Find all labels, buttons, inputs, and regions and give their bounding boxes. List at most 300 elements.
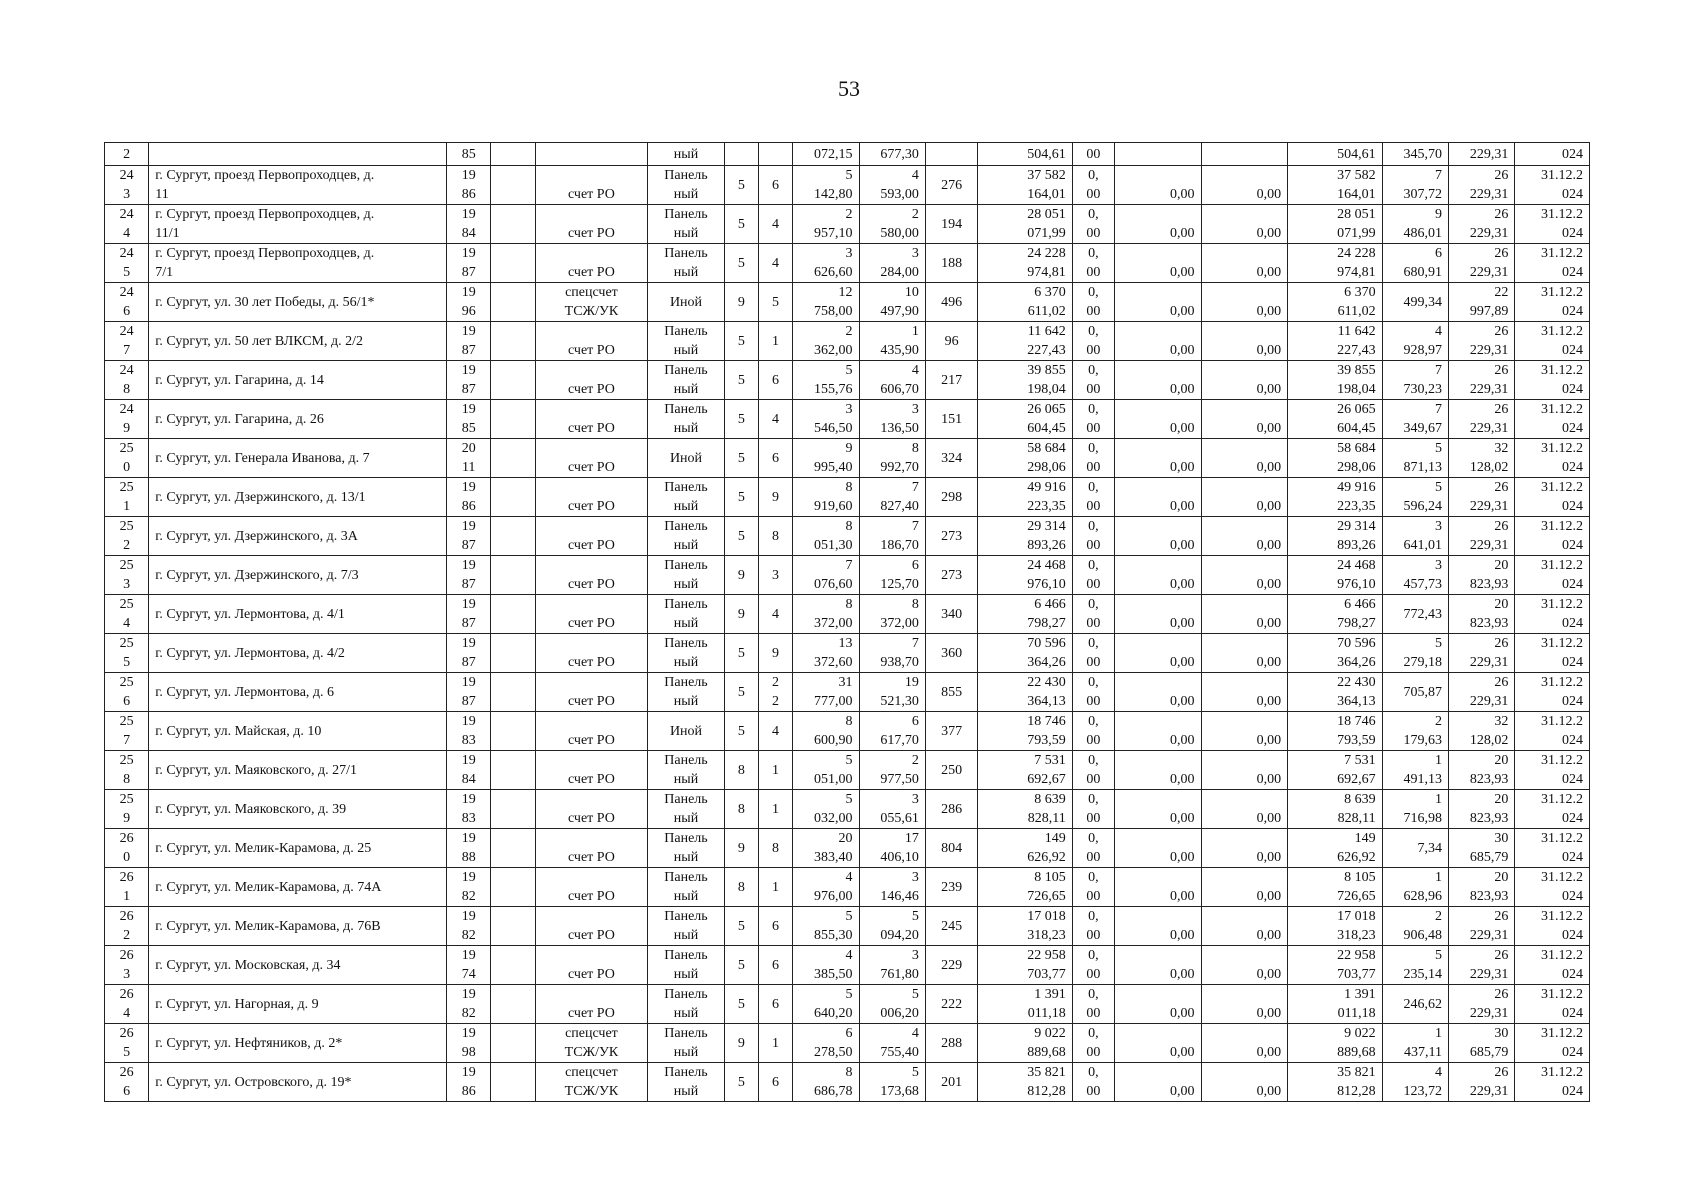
cell-fund-share: 0, 00: [1072, 556, 1114, 595]
cell-cost-limit: 20 823,93: [1449, 868, 1515, 907]
cell-floors: 9: [724, 1024, 758, 1063]
table-row: [105, 1024, 1590, 1063]
cell-fund-method: счет РО: [535, 985, 648, 1024]
cell-cost-limit: 32 128,02: [1449, 712, 1515, 751]
cell-row-number: 25 8: [105, 751, 149, 790]
table-row: [105, 439, 1590, 478]
cell-deadline: 31.12.2 024: [1515, 244, 1590, 283]
cell-row-number: 24 8: [105, 361, 149, 400]
cell-wall-material: Панель ный: [648, 361, 724, 400]
cell-cost-sum: 18 746 793,59: [1288, 712, 1383, 751]
cell-fund-share: 0, 00: [1072, 868, 1114, 907]
cell-col-fund-b: 0,00: [1201, 595, 1288, 634]
cell-address: г. Сургут, ул. Гагарина, д. 26: [149, 400, 447, 439]
cell-col-fund-a: 0,00: [1115, 1024, 1202, 1063]
cell-entrances: 6: [758, 361, 792, 400]
cell-blank-col: [491, 400, 535, 439]
cell-cost-per-sqm: 345,70: [1382, 143, 1448, 166]
cell-col-fund-b: 0,00: [1201, 985, 1288, 1024]
cell-cost-limit: 26 229,31: [1449, 361, 1515, 400]
cell-row-number: 25 0: [105, 439, 149, 478]
cell-address: г. Сургут, ул. Дзержинского, д. 13/1: [149, 478, 447, 517]
cell-fund-method: счет РО: [535, 400, 648, 439]
cell-cost-limit: 26 229,31: [1449, 205, 1515, 244]
cell-col-fund-b: 0,00: [1201, 673, 1288, 712]
cell-year-built: 19 87: [447, 556, 491, 595]
cell-year-built: 19 87: [447, 517, 491, 556]
cell-col-fund-b: 0,00: [1201, 1024, 1288, 1063]
cell-fund-method: счет РО: [535, 439, 648, 478]
cell-year-built: 19 88: [447, 829, 491, 868]
cell-entrances: 2 2: [758, 673, 792, 712]
cell-col-fund-b: 0,00: [1201, 634, 1288, 673]
table-row: [105, 143, 1590, 166]
cell-deadline: 31.12.2 024: [1515, 322, 1590, 361]
cell-cost-per-sqm: 1 491,13: [1382, 751, 1448, 790]
table-row: [105, 712, 1590, 751]
cell-fund-share: 0, 00: [1072, 322, 1114, 361]
cell-fund-method: счет РО: [535, 478, 648, 517]
cell-cost-per-sqm: 1 437,11: [1382, 1024, 1448, 1063]
cell-blank-col: [491, 673, 535, 712]
cell-residential-area: 7 938,70: [859, 634, 925, 673]
cell-wall-material: Панель ный: [648, 1063, 724, 1102]
cell-wall-material: Панель ный: [648, 1024, 724, 1063]
cell-row-number: 25 2: [105, 517, 149, 556]
cell-blank-col: [491, 868, 535, 907]
cell-residential-area: 8 992,70: [859, 439, 925, 478]
cell-col-fund-b: 0,00: [1201, 1063, 1288, 1102]
cell-col-fund-a: 0,00: [1115, 790, 1202, 829]
cell-deadline: 31.12.2 024: [1515, 439, 1590, 478]
cell-year-built: 19 82: [447, 985, 491, 1024]
cell-row-number: 2: [105, 143, 149, 166]
cell-cost-sum: 35 821 812,28: [1288, 1063, 1383, 1102]
cell-residential-area: 677,30: [859, 143, 925, 166]
cell-fund-share: 0, 00: [1072, 946, 1114, 985]
cell-fund-method: счет РО: [535, 556, 648, 595]
cell-cost-per-sqm: 7,34: [1382, 829, 1448, 868]
cell-deadline: 31.12.2 024: [1515, 166, 1590, 205]
cell-wall-material: Панель ный: [648, 829, 724, 868]
cell-col-fund-a: 0,00: [1115, 361, 1202, 400]
cell-total-cost: 70 596 364,26: [978, 634, 1073, 673]
cell-cost-per-sqm: 705,87: [1382, 673, 1448, 712]
cell-col-fund-a: 0,00: [1115, 283, 1202, 322]
cell-residents: 324: [925, 439, 977, 478]
table-row: [105, 244, 1590, 283]
cell-cost-limit: 26 229,31: [1449, 166, 1515, 205]
cell-deadline: 31.12.2 024: [1515, 400, 1590, 439]
cell-fund-share: 0, 00: [1072, 244, 1114, 283]
cell-cost-per-sqm: 4 928,97: [1382, 322, 1448, 361]
cell-deadline: 31.12.2 024: [1515, 205, 1590, 244]
cell-residents: 804: [925, 829, 977, 868]
cell-entrances: 5: [758, 283, 792, 322]
table-row: [105, 790, 1590, 829]
cell-blank-col: [491, 712, 535, 751]
cell-fund-method: счет РО: [535, 595, 648, 634]
cell-col-fund-a: 0,00: [1115, 634, 1202, 673]
cell-col-fund-a: 0,00: [1115, 439, 1202, 478]
cell-floors: 8: [724, 868, 758, 907]
cell-blank-col: [491, 143, 535, 166]
cell-total-area: 6 278,50: [793, 1024, 859, 1063]
cell-cost-sum: 58 684 298,06: [1288, 439, 1383, 478]
cell-total-cost: 26 065 604,45: [978, 400, 1073, 439]
cell-address: г. Сургут, ул. Лермонтова, д. 4/2: [149, 634, 447, 673]
cell-col-fund-a: 0,00: [1115, 244, 1202, 283]
cell-col-fund-b: 0,00: [1201, 478, 1288, 517]
cell-cost-limit: 26 229,31: [1449, 634, 1515, 673]
cell-cost-limit: 229,31: [1449, 143, 1515, 166]
cell-deadline: 31.12.2 024: [1515, 790, 1590, 829]
cell-floors: 9: [724, 829, 758, 868]
cell-fund-share: 0, 00: [1072, 907, 1114, 946]
cell-total-area: 4 976,00: [793, 868, 859, 907]
cell-entrances: 8: [758, 517, 792, 556]
cell-year-built: 19 87: [447, 634, 491, 673]
cell-residential-area: 4 606,70: [859, 361, 925, 400]
cell-address: г. Сургут, ул. Лермонтова, д. 4/1: [149, 595, 447, 634]
cell-entrances: 6: [758, 439, 792, 478]
cell-residential-area: 3 136,50: [859, 400, 925, 439]
cell-wall-material: Панель ный: [648, 985, 724, 1024]
cell-address: г. Сургут, ул. Московская, д. 34: [149, 946, 447, 985]
cell-row-number: 26 3: [105, 946, 149, 985]
cell-year-built: 20 11: [447, 439, 491, 478]
cell-deadline: 31.12.2 024: [1515, 985, 1590, 1024]
cell-entrances: [758, 143, 792, 166]
cell-total-area: 7 076,60: [793, 556, 859, 595]
cell-total-area: 5 032,00: [793, 790, 859, 829]
cell-cost-limit: 30 685,79: [1449, 829, 1515, 868]
cell-total-cost: 24 228 974,81: [978, 244, 1073, 283]
cell-blank-col: [491, 244, 535, 283]
cell-total-cost: 504,61: [978, 143, 1073, 166]
cell-floors: 9: [724, 556, 758, 595]
cell-cost-sum: 39 855 198,04: [1288, 361, 1383, 400]
cell-residents: 194: [925, 205, 977, 244]
cell-fund-share: 0, 00: [1072, 283, 1114, 322]
cell-fund-method: счет РО: [535, 634, 648, 673]
cell-residential-area: 8 372,00: [859, 595, 925, 634]
cell-total-area: 5 640,20: [793, 985, 859, 1024]
cell-col-fund-a: 0,00: [1115, 829, 1202, 868]
cell-cost-sum: 6 370 611,02: [1288, 283, 1383, 322]
cell-cost-per-sqm: 5 596,24: [1382, 478, 1448, 517]
cell-address: г. Сургут, ул. 30 лет Победы, д. 56/1*: [149, 283, 447, 322]
cell-row-number: 26 4: [105, 985, 149, 1024]
cell-wall-material: Панель ный: [648, 907, 724, 946]
cell-cost-limit: 26 229,31: [1449, 478, 1515, 517]
table-row: [105, 361, 1590, 400]
cell-residents: 340: [925, 595, 977, 634]
cell-col-fund-a: 0,00: [1115, 400, 1202, 439]
cell-fund-method: счет РО: [535, 751, 648, 790]
cell-total-cost: 11 642 227,43: [978, 322, 1073, 361]
cell-col-fund-a: 0,00: [1115, 556, 1202, 595]
cell-cost-limit: 26 229,31: [1449, 517, 1515, 556]
cell-cost-per-sqm: 5 871,13: [1382, 439, 1448, 478]
cell-fund-share: 0, 00: [1072, 790, 1114, 829]
cell-col-fund-a: 0,00: [1115, 517, 1202, 556]
cell-col-fund-a: 0,00: [1115, 751, 1202, 790]
cell-cost-sum: 504,61: [1288, 143, 1383, 166]
cell-address: г. Сургут, ул. Нагорная, д. 9: [149, 985, 447, 1024]
cell-row-number: 26 0: [105, 829, 149, 868]
cell-year-built: 19 82: [447, 868, 491, 907]
cell-blank-col: [491, 322, 535, 361]
table-row: [105, 634, 1590, 673]
cell-cost-limit: 32 128,02: [1449, 439, 1515, 478]
cell-address: г. Сургут, ул. Дзержинского, д. 3А: [149, 517, 447, 556]
cell-fund-share: 0, 00: [1072, 751, 1114, 790]
cell-year-built: 19 96: [447, 283, 491, 322]
cell-year-built: 19 86: [447, 478, 491, 517]
cell-fund-method: счет РО: [535, 673, 648, 712]
cell-col-fund-a: 0,00: [1115, 673, 1202, 712]
cell-residents: 96: [925, 322, 977, 361]
cell-cost-per-sqm: 2 179,63: [1382, 712, 1448, 751]
cell-residents: 360: [925, 634, 977, 673]
cell-cost-per-sqm: 4 123,72: [1382, 1063, 1448, 1102]
cell-total-area: 2 957,10: [793, 205, 859, 244]
cell-row-number: 25 5: [105, 634, 149, 673]
cell-residential-area: 3 284,00: [859, 244, 925, 283]
cell-residential-area: 3 761,80: [859, 946, 925, 985]
cell-address: г. Сургут, ул. Маяковского, д. 27/1: [149, 751, 447, 790]
table-row: [105, 946, 1590, 985]
cell-cost-per-sqm: 2 906,48: [1382, 907, 1448, 946]
cell-year-built: 19 86: [447, 166, 491, 205]
cell-blank-col: [491, 1024, 535, 1063]
cell-cost-per-sqm: 3 641,01: [1382, 517, 1448, 556]
cell-cost-limit: 26 229,31: [1449, 985, 1515, 1024]
cell-residents: 496: [925, 283, 977, 322]
cell-deadline: 31.12.2 024: [1515, 907, 1590, 946]
cell-cost-per-sqm: 3 457,73: [1382, 556, 1448, 595]
cell-total-area: 5 855,30: [793, 907, 859, 946]
cell-floors: 5: [724, 244, 758, 283]
cell-wall-material: Панель ный: [648, 322, 724, 361]
cell-total-cost: 22 958 703,77: [978, 946, 1073, 985]
cell-floors: [724, 143, 758, 166]
cell-fund-method: счет РО: [535, 205, 648, 244]
cell-entrances: 8: [758, 829, 792, 868]
cell-cost-sum: 49 916 223,35: [1288, 478, 1383, 517]
cell-deadline: 024: [1515, 143, 1590, 166]
cell-cost-sum: 149 626,92: [1288, 829, 1383, 868]
cell-total-area: 8 372,00: [793, 595, 859, 634]
table-row: [105, 205, 1590, 244]
cell-fund-share: 0, 00: [1072, 634, 1114, 673]
cell-blank-col: [491, 1063, 535, 1102]
cell-blank-col: [491, 595, 535, 634]
cell-deadline: 31.12.2 024: [1515, 1024, 1590, 1063]
cell-wall-material: Иной: [648, 283, 724, 322]
table-row: [105, 1063, 1590, 1102]
cell-col-fund-b: 0,00: [1201, 361, 1288, 400]
cell-address: г. Сургут, ул. Майская, д. 10: [149, 712, 447, 751]
cell-address: г. Сургут, ул. Островского, д. 19*: [149, 1063, 447, 1102]
cell-total-cost: 58 684 298,06: [978, 439, 1073, 478]
cell-residential-area: 7 186,70: [859, 517, 925, 556]
cell-address: г. Сургут, ул. 50 лет ВЛКСМ, д. 2/2: [149, 322, 447, 361]
cell-blank-col: [491, 478, 535, 517]
cell-col-fund-a: 0,00: [1115, 712, 1202, 751]
cell-blank-col: [491, 829, 535, 868]
cell-row-number: 24 9: [105, 400, 149, 439]
cell-cost-sum: 6 466 798,27: [1288, 595, 1383, 634]
cell-residents: 273: [925, 517, 977, 556]
cell-row-number: 26 2: [105, 907, 149, 946]
cell-col-fund-b: 0,00: [1201, 790, 1288, 829]
cell-floors: 5: [724, 517, 758, 556]
cell-year-built: 19 98: [447, 1024, 491, 1063]
cell-deadline: 31.12.2 024: [1515, 751, 1590, 790]
cell-entrances: 1: [758, 322, 792, 361]
table-row: [105, 595, 1590, 634]
cell-entrances: 9: [758, 478, 792, 517]
cell-residential-area: 3 055,61: [859, 790, 925, 829]
cell-cost-limit: 20 823,93: [1449, 751, 1515, 790]
cell-residents: 201: [925, 1063, 977, 1102]
cell-floors: 5: [724, 478, 758, 517]
cell-residents: 151: [925, 400, 977, 439]
cell-entrances: 4: [758, 244, 792, 283]
cell-residents: 288: [925, 1024, 977, 1063]
cell-residential-area: 4 755,40: [859, 1024, 925, 1063]
cell-fund-share: 0, 00: [1072, 205, 1114, 244]
table-row: [105, 283, 1590, 322]
cell-fund-method: счет РО: [535, 946, 648, 985]
cell-row-number: 25 3: [105, 556, 149, 595]
cell-total-area: 3 546,50: [793, 400, 859, 439]
cell-year-built: 19 86: [447, 1063, 491, 1102]
cell-row-number: 24 7: [105, 322, 149, 361]
cell-col-fund-b: 0,00: [1201, 283, 1288, 322]
table-row: [105, 907, 1590, 946]
cell-floors: 5: [724, 985, 758, 1024]
cell-fund-share: 0, 00: [1072, 712, 1114, 751]
table-row: [105, 868, 1590, 907]
cell-fund-share: 0, 00: [1072, 1024, 1114, 1063]
cell-residents: 245: [925, 907, 977, 946]
page-number: 53: [838, 76, 860, 101]
cell-deadline: 31.12.2 024: [1515, 595, 1590, 634]
cell-wall-material: Панель ный: [648, 478, 724, 517]
cell-col-fund-b: [1201, 143, 1288, 166]
cell-cost-sum: 70 596 364,26: [1288, 634, 1383, 673]
cell-address: г. Сургут, проезд Первопроходцев, д. 11/1: [149, 205, 447, 244]
cell-wall-material: Иной: [648, 439, 724, 478]
cell-total-cost: 149 626,92: [978, 829, 1073, 868]
cell-row-number: 26 1: [105, 868, 149, 907]
cell-address: [149, 143, 447, 166]
cell-blank-col: [491, 439, 535, 478]
cell-residents: 855: [925, 673, 977, 712]
cell-floors: 5: [724, 946, 758, 985]
cell-cost-per-sqm: 7 730,23: [1382, 361, 1448, 400]
cell-residents: 222: [925, 985, 977, 1024]
table-row: [105, 751, 1590, 790]
cell-col-fund-a: 0,00: [1115, 985, 1202, 1024]
cell-cost-per-sqm: 1 716,98: [1382, 790, 1448, 829]
cell-col-fund-b: 0,00: [1201, 439, 1288, 478]
cell-cost-per-sqm: 7 307,72: [1382, 166, 1448, 205]
cell-address: г. Сургут, ул. Нефтяников, д. 2*: [149, 1024, 447, 1063]
cell-residential-area: 17 406,10: [859, 829, 925, 868]
cell-address: г. Сургут, проезд Первопроходцев, д. 7/1: [149, 244, 447, 283]
cell-cost-per-sqm: 499,34: [1382, 283, 1448, 322]
cell-cost-per-sqm: 772,43: [1382, 595, 1448, 634]
cell-col-fund-a: 0,00: [1115, 595, 1202, 634]
cell-address: г. Сургут, ул. Мелик-Карамова, д. 74А: [149, 868, 447, 907]
cell-blank-col: [491, 556, 535, 595]
cell-row-number: 25 1: [105, 478, 149, 517]
cell-cost-sum: 22 958 703,77: [1288, 946, 1383, 985]
cell-fund-share: 0, 00: [1072, 439, 1114, 478]
cell-total-cost: 29 314 893,26: [978, 517, 1073, 556]
cell-entrances: 1: [758, 868, 792, 907]
cell-residential-area: 3 146,46: [859, 868, 925, 907]
cell-blank-col: [491, 361, 535, 400]
cell-wall-material: Иной: [648, 712, 724, 751]
cell-floors: 5: [724, 907, 758, 946]
cell-blank-col: [491, 517, 535, 556]
cell-year-built: 19 87: [447, 322, 491, 361]
cell-wall-material: Панель ный: [648, 790, 724, 829]
cell-residential-area: 5 006,20: [859, 985, 925, 1024]
cell-entrances: 6: [758, 1063, 792, 1102]
cell-entrances: 6: [758, 985, 792, 1024]
cell-fund-share: 0, 00: [1072, 1063, 1114, 1102]
cell-residents: 286: [925, 790, 977, 829]
cell-wall-material: Панель ный: [648, 634, 724, 673]
table-row: [105, 556, 1590, 595]
cell-col-fund-b: 0,00: [1201, 322, 1288, 361]
cell-col-fund-b: 0,00: [1201, 946, 1288, 985]
cell-residents: 273: [925, 556, 977, 595]
cell-year-built: 19 74: [447, 946, 491, 985]
cell-fund-share: 0, 00: [1072, 478, 1114, 517]
cell-address: г. Сургут, ул. Лермонтова, д. 6: [149, 673, 447, 712]
cell-blank-col: [491, 205, 535, 244]
cell-total-area: 8 919,60: [793, 478, 859, 517]
cell-blank-col: [491, 751, 535, 790]
cell-total-area: 2 362,00: [793, 322, 859, 361]
cell-row-number: 25 6: [105, 673, 149, 712]
cell-entrances: 4: [758, 205, 792, 244]
cell-cost-per-sqm: 5 279,18: [1382, 634, 1448, 673]
cell-residential-area: 7 827,40: [859, 478, 925, 517]
cell-total-cost: 39 855 198,04: [978, 361, 1073, 400]
cell-total-cost: 18 746 793,59: [978, 712, 1073, 751]
cell-total-cost: 17 018 318,23: [978, 907, 1073, 946]
cell-cost-limit: 26 229,31: [1449, 244, 1515, 283]
cell-col-fund-a: 0,00: [1115, 868, 1202, 907]
cell-cost-sum: 26 065 604,45: [1288, 400, 1383, 439]
cell-wall-material: Панель ный: [648, 205, 724, 244]
cell-year-built: 19 87: [447, 244, 491, 283]
cell-blank-col: [491, 634, 535, 673]
cell-floors: 5: [724, 1063, 758, 1102]
cell-total-area: 8 600,90: [793, 712, 859, 751]
cell-residents: 188: [925, 244, 977, 283]
cell-fund-method: счет РО: [535, 790, 648, 829]
cell-total-cost: 8 105 726,65: [978, 868, 1073, 907]
